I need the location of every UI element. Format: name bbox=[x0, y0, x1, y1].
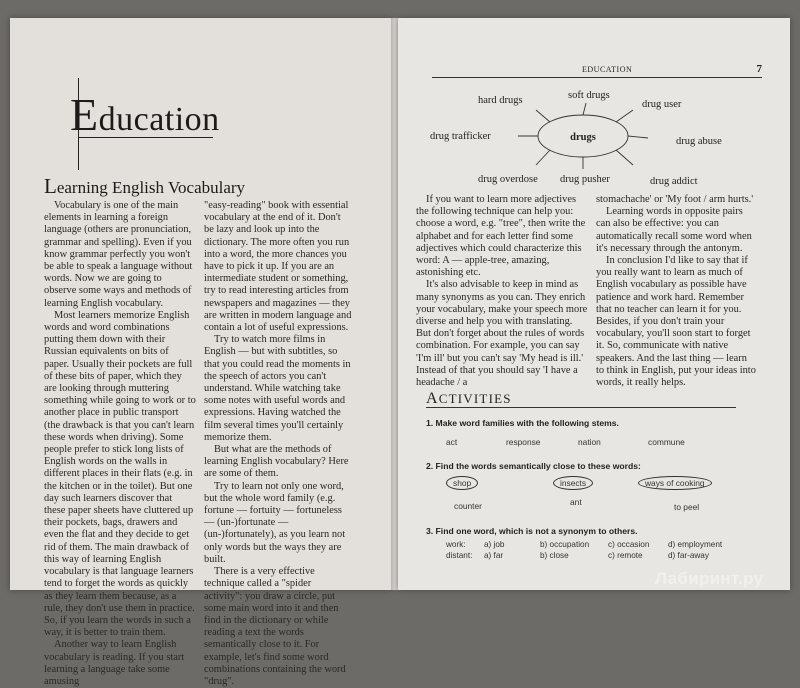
activities-rule bbox=[426, 407, 736, 408]
chapter-title bbox=[70, 88, 220, 141]
row-label: distant: bbox=[446, 551, 473, 560]
chapter-title-rest: ducation bbox=[98, 101, 220, 138]
paragraph: Learning words in opposite pairs can also be effective: you can automatically recall some word when it's necessary through the antonym. bbox=[596, 206, 752, 254]
paragraph: It's also advisable to keep in mind as many synonyms as you can. They enrich your vocabulary, make your speech more diverse and help you with translating. But don't forget about the rules of words combination. For example, you can say 'I'm ill' but you can't say 'My head is ill.' Instead of that you should say 'I have a headache / a bbox=[416, 279, 588, 389]
keyword-oval: insects bbox=[553, 476, 593, 490]
paragraph: But what are the methods of learning English vocabulary? Here are some of them. bbox=[204, 444, 349, 480]
row-label: work: bbox=[446, 540, 466, 549]
paragraph: Try to watch more films in English — but with subtitles, so that you could read the moments in the speech of actors you can't understand. While watching take some notes with useful words and expressions. Having watched the film several times you'll certainly memorize them. bbox=[204, 334, 351, 443]
right-column-1 bbox=[416, 194, 588, 389]
spider-word: hard drugs bbox=[478, 95, 523, 106]
left-page bbox=[10, 18, 393, 687]
task-3: 3. Find one word, which is not a synonym to others. bbox=[426, 526, 638, 536]
spider-center-label: drugs bbox=[570, 132, 596, 143]
stem-word: act bbox=[446, 437, 458, 447]
stem-word: nation bbox=[578, 437, 601, 447]
related-word: counter bbox=[454, 501, 482, 511]
spider-word: drug abuse bbox=[676, 136, 722, 147]
activities-rest: CTIVITIES bbox=[438, 391, 512, 406]
activities-heading bbox=[426, 390, 512, 408]
option: a) far bbox=[484, 551, 504, 560]
left-column-1 bbox=[44, 200, 196, 688]
option: b) occupation bbox=[540, 540, 590, 549]
option: d) far-away bbox=[668, 551, 709, 560]
option: c) remote bbox=[608, 551, 643, 560]
paragraph: In conclusion I'd like to say that if you really want to learn as much of English vocabulary as possible have patience and work hard. Remember that no teacher can learn it for you. Besides, if you don't train your vocabulary, you'll soon start to forget it. So, communicate with native speakers. And the last thing — learn to think in English, put your ideas into words, it really helps. bbox=[596, 255, 756, 389]
paragraph: "easy-reading" book with essential vocabulary at the end of it. Don't be lazy and look up into the dictionary. The more often you run into a word, the more chances you have to pick it up. If you are an intermediate student or something, try to read interesting articles from newspapers and magazines — they are written in modern language and contain a lot of useful expressions. bbox=[204, 200, 352, 334]
keyword-oval: ways of cooking bbox=[638, 476, 712, 490]
section-title bbox=[44, 174, 245, 199]
spider-word: drug pusher bbox=[560, 174, 610, 185]
right-page bbox=[398, 18, 790, 590]
spider-word: soft drugs bbox=[568, 90, 610, 101]
task-2: 2. Find the words semantically close to these words: bbox=[426, 461, 641, 471]
stem-word: commune bbox=[648, 437, 685, 447]
paragraph: If you want to learn more adjectives the following technique can help you: choose a word, e.g. "tree", then write the alphabet and for each letter find some adjectives which could characterize this word: A — apple-tree, amazing, astonishing etc. bbox=[416, 194, 586, 279]
paragraph: Most learners memorize English words and word combinations putting them down with their Russian equivalents on bits of paper. Usually their pockets are full of these bits of paper, which they are looking through muttering something while going to work or to another place in public transport (the drawback is that you can't learn these words when driving). Some people prefer to stick long lists of English words on the walls in different places in their flats (e.g. in the kitchen or in the toilet). But one day such learners discover that these paper sheets have cluttered up their pockets, bags, drawers and even the flat and they decide to get rid of them. The main drawback of this way of learning English vocabulary is that language learners tend to forget the words as quickly as they learn them because, as a rule, they don't use them in practice. So, if you learn the words in such a way, it is better to train them. bbox=[44, 309, 196, 639]
keyword-oval: shop bbox=[446, 476, 478, 490]
watermark-logo: Лабиринт.ру bbox=[655, 569, 764, 588]
spider-diagram bbox=[428, 83, 768, 193]
left-column-2 bbox=[204, 200, 352, 688]
running-head bbox=[432, 65, 762, 78]
paragraph: There is a very effective technique called a "spider activity": you draw a circle, put some main word into it and then find in the dictionary or while reading a text the words semantically close to it. For example, let's find some word combinations containing the word "drug". bbox=[204, 566, 346, 687]
paragraph: stomachache' or 'My foot / arm hurts.' bbox=[596, 194, 754, 205]
task-1: 1. Make word families with the following stems. bbox=[426, 418, 619, 428]
section-title-rest: earning English Vocabulary bbox=[56, 178, 246, 197]
right-column-2 bbox=[596, 194, 756, 389]
running-head-text: EDUCATION bbox=[582, 65, 633, 74]
spider-word: drug addict bbox=[650, 176, 698, 187]
spider-word: drug trafficker bbox=[430, 131, 491, 142]
stem-word: response bbox=[506, 437, 541, 447]
option: d) employment bbox=[668, 540, 723, 549]
option: b) close bbox=[540, 551, 569, 560]
option: a) job bbox=[484, 540, 505, 549]
section-title-initial: L bbox=[44, 174, 57, 198]
activities-initial: A bbox=[426, 390, 439, 407]
paragraph: Vocabulary is one of the main elements in learning a foreign language (others are pronunciation, grammar and spelling). Even if you know grammar perfectly you won't be able to speak a language without words. Now we are going to observe some ways and methods of learning English vocabulary. bbox=[44, 200, 193, 309]
paragraph: Try to learn not only one word, but the whole word family (e.g. fortune — fortuity — fortuneless — (un-)fortunate — (un-)fortunately), as you learn not only words but the ways they are built. bbox=[204, 480, 346, 565]
page-number: 7 bbox=[756, 63, 762, 75]
spider-word: drug overdose bbox=[478, 174, 538, 185]
option: c) occasion bbox=[608, 540, 650, 549]
related-word: ant bbox=[570, 497, 582, 507]
spider-word: drug user bbox=[642, 99, 682, 110]
related-word: to peel bbox=[674, 502, 700, 512]
chapter-title-initial: E bbox=[70, 89, 99, 140]
paragraph: Another way to learn English vocabulary is reading. If you start learning a language take some amusing bbox=[44, 639, 185, 687]
